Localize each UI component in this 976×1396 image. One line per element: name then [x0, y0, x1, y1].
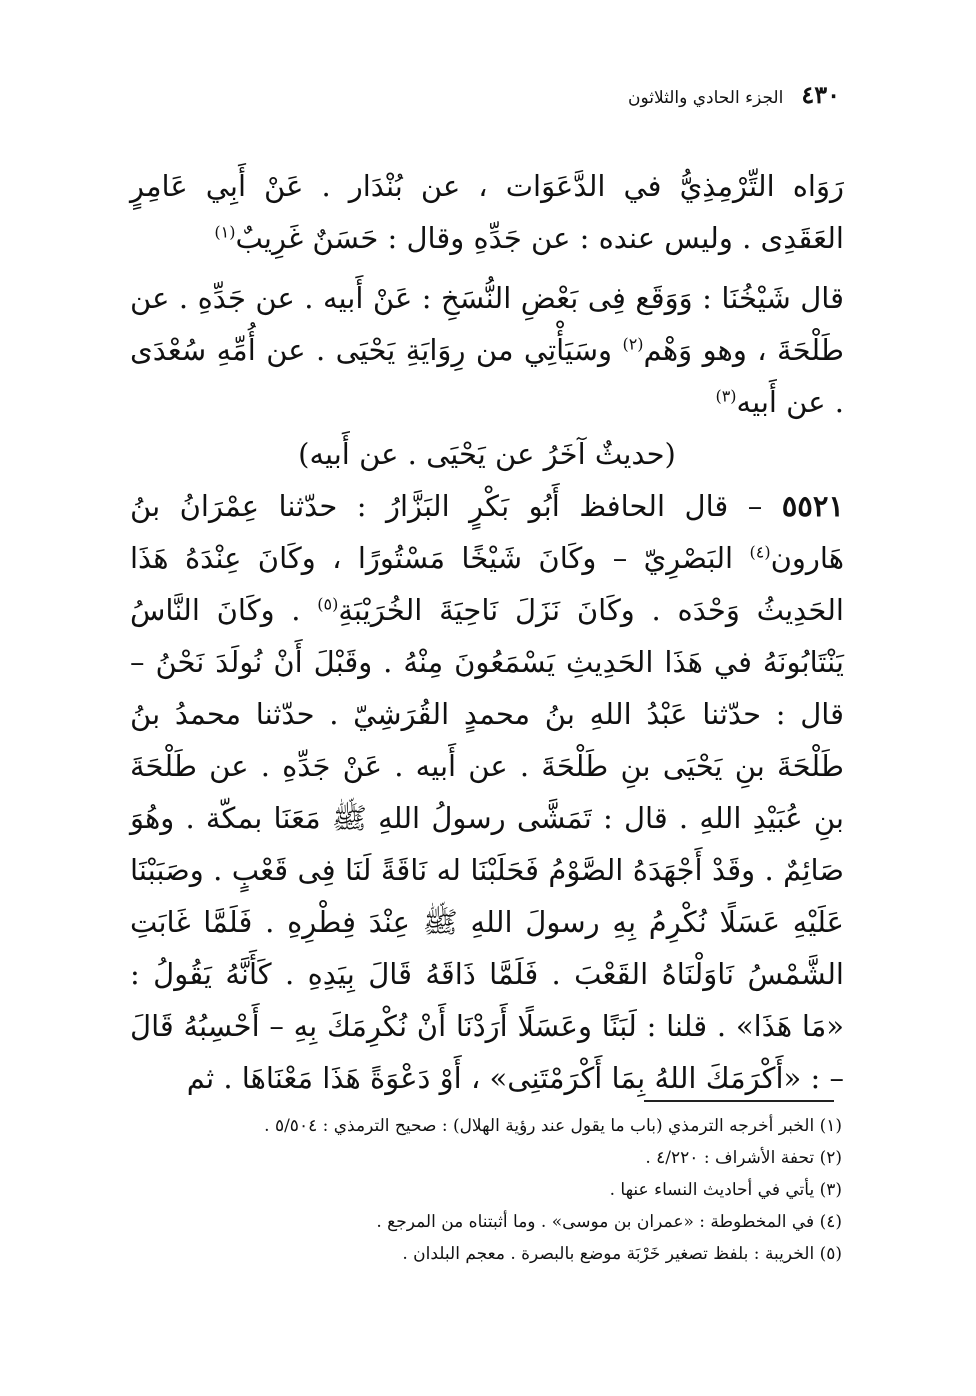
page-number: ٤٣٠	[801, 80, 840, 109]
paragraph-text: وسَيَأْتِي من رِوَايَةِ يَحْيَى . عن أُمِّهِ سُعْدَى . عن أَبيه	[130, 333, 844, 419]
hadith-text: . وكَانَ النَّاسُ يَنْتَابُونَهُ في هَذَا الحَدِيثِ يَسْمَعُونَ مِنْهُ . وقَبْلَ أَنْ نُولَدَ نَحْنُ – قال : حدّثنا عَبْدُ اللهِ بنُ محمدٍ القُرَشِيّ . حدّثنا محمدُ بنُ طَلْحَةَ بنِ يَحْيَى بنِ طَلْحَةَ . عن أَبيه . عَنْ جَدِّهِ . عن طَلْحَةَ بنِ عُبَيْدِ اللهِ . قال : تَمَشَّى رسولُ اللهِ ﷺ مَعَنَا بمكّة . وهُوَ صَائِمٌ . وقَدْ أَجْهَدَهُ الصَّوْمُ فَحَلَبْنَا له نَاقَةً لَنَا فِى قَعْبٍ . وصَبَبْنَا عَلَيْهِ عَسَلًا نُكْرِمُ بِهِ رسولَ اللهِ ﷺ عِنْدَ فِطْرِهِ . فَلَمَّا غَابَتِ الشَّمْسُ نَاوَلْنَاهُ القَعْبَ . فَلَمَّا ذَاقَهُ قَالَ بِيَدِهِ . كَأَنَّهُ يَقُولُ : «مَا هَذَا» . قلنا : لَبَنًا وعَسَلًا أَرَدْنَا أَنْ نُكْرِمَكَ بِهِ – أَحْسِبُهُ قَالَ – : «أَكْرَمَكَ اللهُ بِمَا أَكْرَمْتَنِى» ، أَوْ دَعْوَةً هَذَا مَعْنَاهَا . ثم	[130, 593, 844, 1095]
hadith-paragraph	[130, 480, 844, 1104]
paragraph-text: رَوَاه التِّرْمِذِيُّ في الدَّعَوَات ، عن بُنْدَار . عَنْ أَبِي عَامِرٍ العَقَدِى . وليس عنده : عن جَدِّهِ وقال : حَسَنٌ غَرِيبٌ	[130, 169, 844, 255]
footnote-ref: (٣)	[715, 386, 737, 406]
running-title: الجزء الحادي والثلاثون	[627, 88, 784, 108]
footnote-1: (١) الخبر أخرجه الترمذي (باب ما يقول عند رؤية الهلال) : صحيح الترمذي : ٥/٥٠٤ .	[264, 1116, 842, 1136]
paragraph-shaykh	[130, 272, 844, 428]
footnote-ref: (٢)	[622, 334, 644, 354]
footnote-ref: (١)	[214, 222, 236, 242]
footnote-5: (٥) الخريبة : بلفظ تصغير خَرْبَة موضع بالبصرة . معجم البلدان .	[402, 1244, 842, 1264]
hadith-number: ٥٥٢١	[781, 489, 844, 523]
footnote-4: (٤) في المخطوطة : «عمران بن موسى» . وما أثبتناه من المرجع .	[376, 1212, 842, 1232]
hadith-text: البَصْرِيّ – وكَانَ شَيْخًا مَسْتُورًا ، وكَانَ عِنْدَهُ هَذَا الحَدِيثُ وَحْدَه . وكَانَ نَزَلَ نَاحِيَةَ الخُرَيْبَةِ	[130, 541, 844, 627]
paragraph-tirmidhi	[130, 160, 844, 264]
footnote-3: (٣) يأتي في أحاديث النساء عنها .	[609, 1180, 842, 1200]
main-text	[130, 160, 844, 1104]
footnote-ref: (٥)	[317, 594, 339, 614]
footnotes	[130, 1110, 842, 1270]
footnote-divider	[644, 1100, 834, 1102]
hadith-text: – قال الحافظ أَبُو بَكْرٍ البَزَّارُ : حدّثنا عِمْرَانُ بنُ هَارون	[130, 489, 844, 575]
footnote-ref: (٤)	[749, 542, 771, 562]
footnote-2: (٢) تحفة الأشراف : ٤/٢٢٠ .	[645, 1148, 842, 1168]
section-title: (حديثٌ آخَرُ عن يَحْيَى . عن أَبيه)	[298, 437, 676, 471]
page-header	[560, 80, 840, 114]
paragraph-text: قال شَيْخُنَا : وَوَقَع فِى بَعْضِ النُّسَخِ : عَنْ أَبيه . عن جَدِّهِ . عن طَلْحَةَ ، وهو وَهْم	[130, 281, 844, 367]
